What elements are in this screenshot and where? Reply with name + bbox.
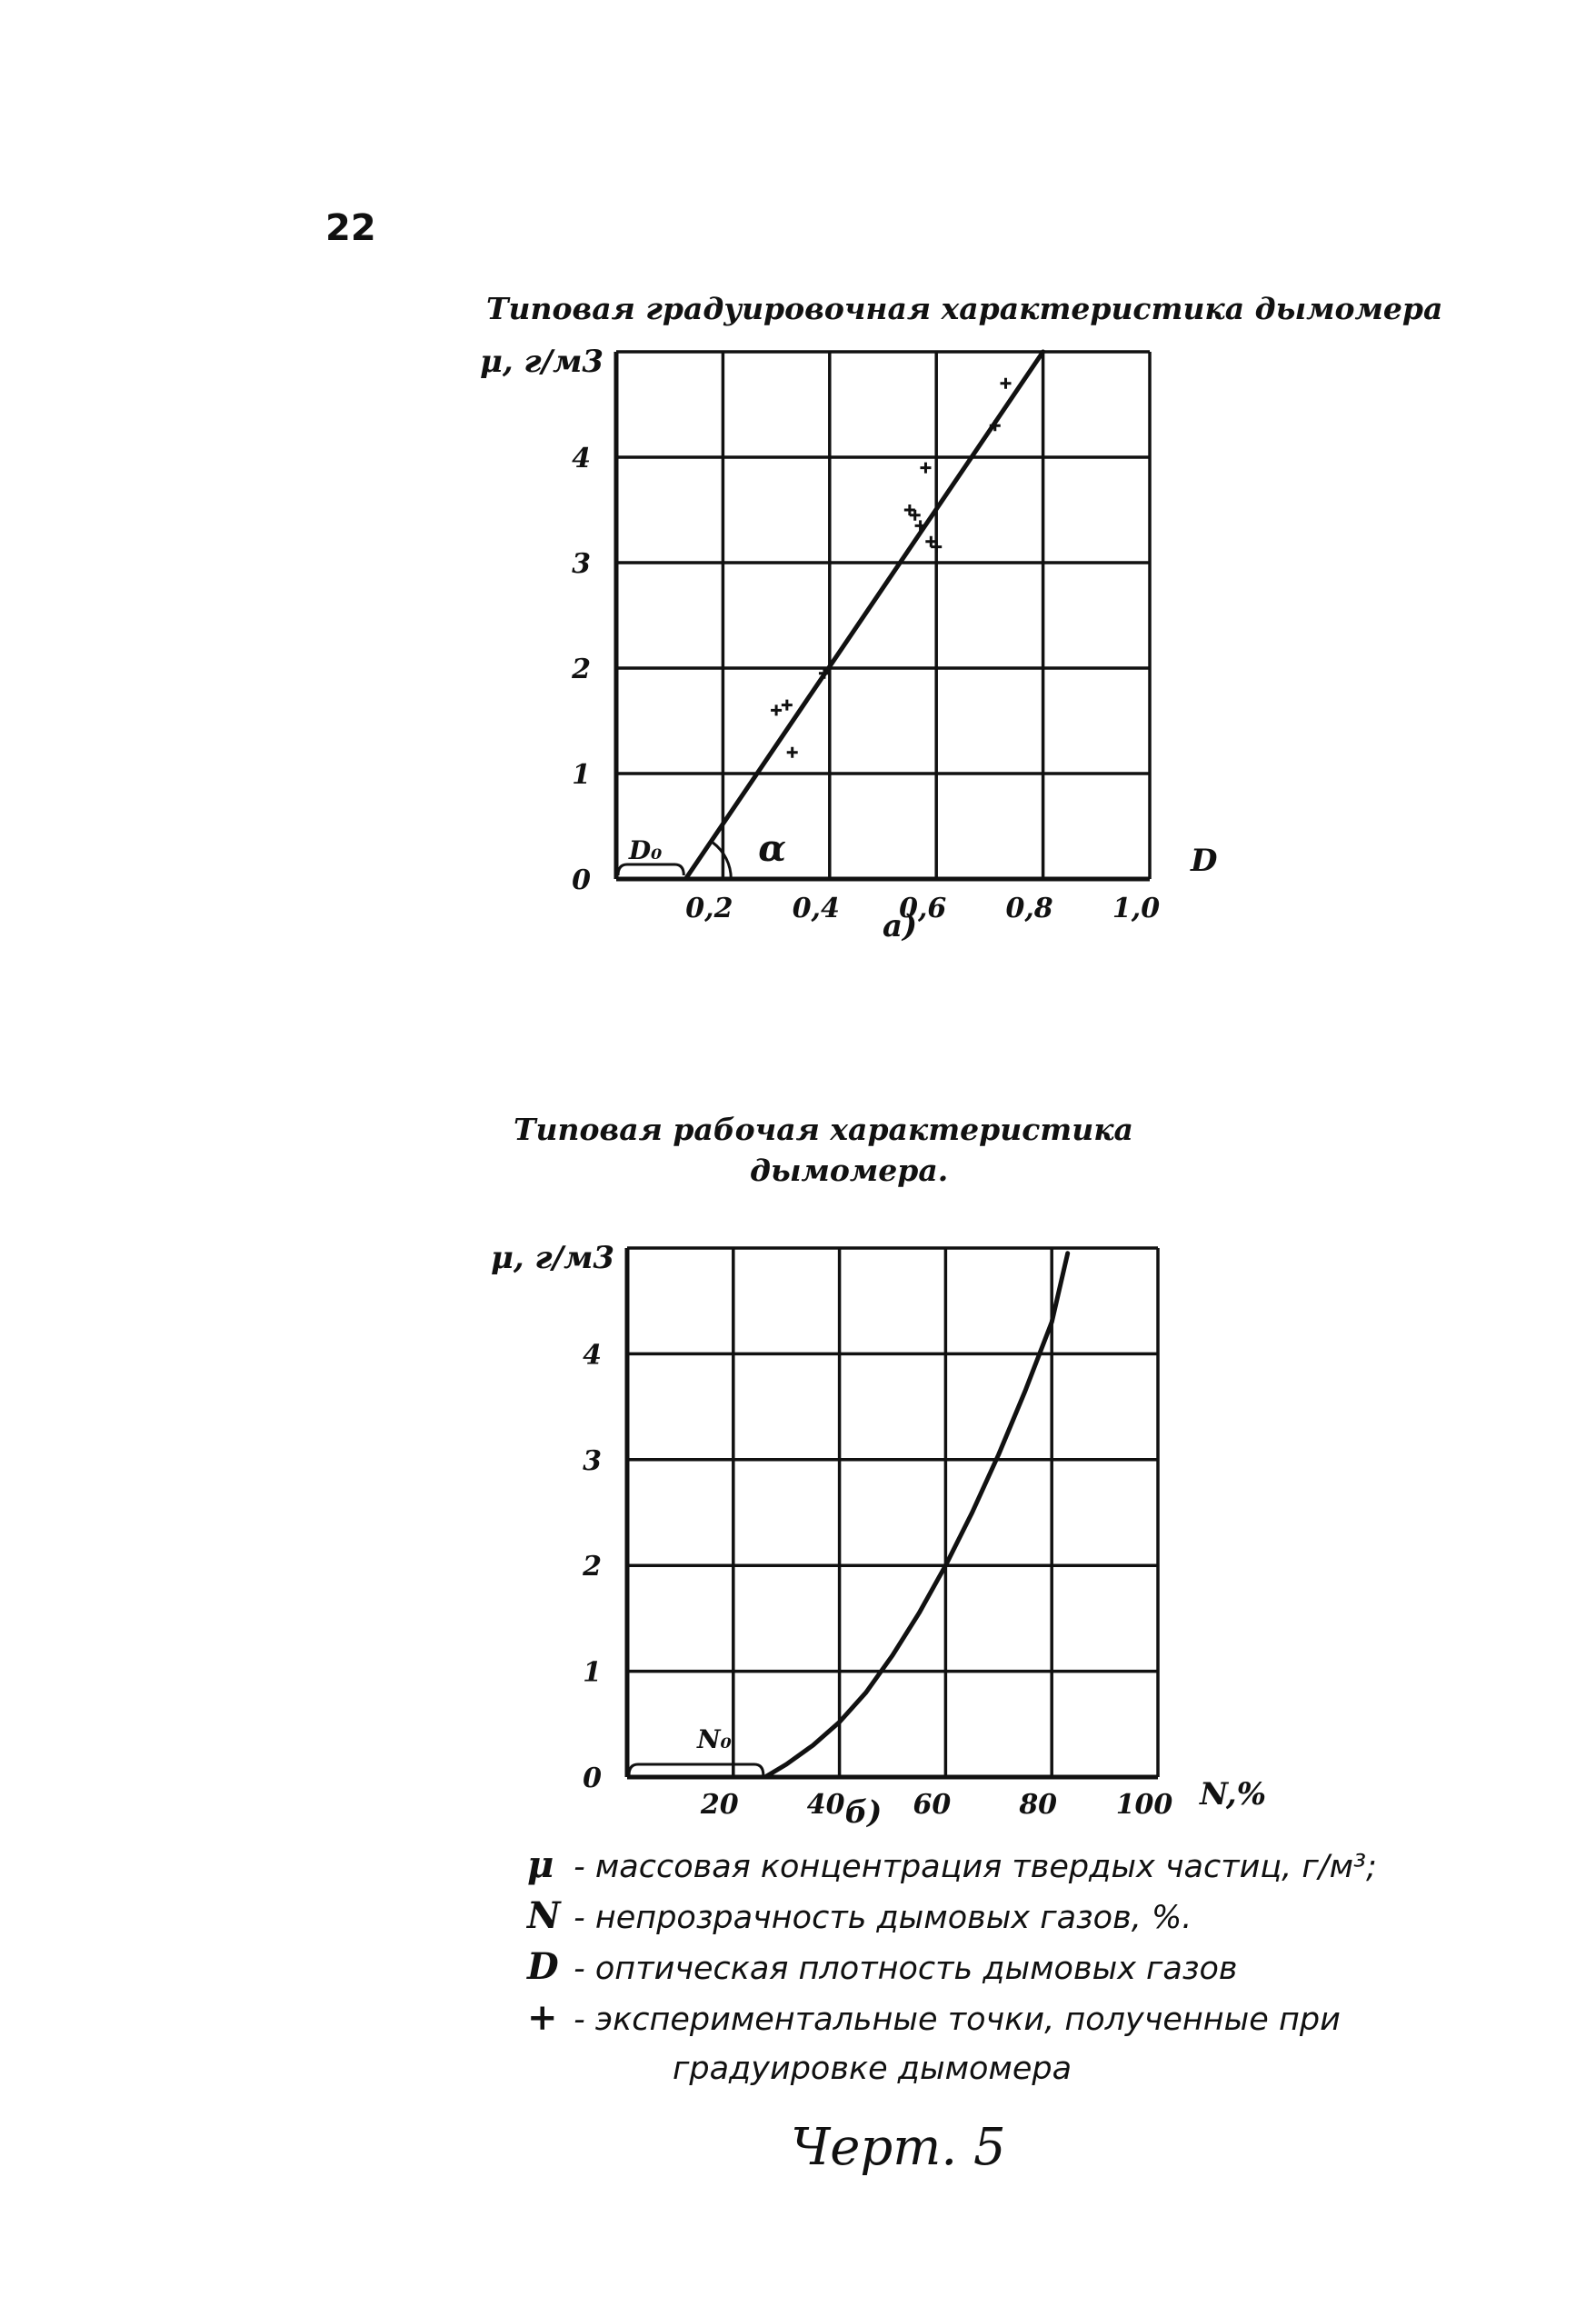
x-tick-label: 40: [806, 1789, 845, 1821]
legend: [527, 1841, 1377, 2093]
y-tick-label: 1: [572, 759, 591, 791]
series-line: [685, 352, 1042, 879]
data-point-plus: [782, 700, 793, 711]
x-tick-label: 100: [1115, 1789, 1173, 1821]
chart-b-title-line1: Типовая рабочая характеристика: [514, 1112, 1133, 1147]
x-tick-label: 0,4: [792, 893, 840, 924]
angle-label: α: [758, 827, 787, 870]
data-point-plus: [771, 704, 782, 715]
y-tick-label: 0: [572, 864, 591, 896]
data-point-plus: [904, 504, 915, 515]
legend-text: - экспериментальные точки, полученные при: [574, 2002, 1341, 2038]
y-tick-label: 1: [583, 1656, 602, 1689]
legend-text: - оптическая плотность дымовых газов: [574, 1951, 1238, 1987]
y-axis-label: μ, г/м3: [491, 1240, 615, 1276]
drawing-label: Черт. 5: [791, 2118, 1006, 2177]
y-tick-label: 4: [572, 443, 591, 474]
x-tick-label: 20: [700, 1789, 739, 1821]
legend-symbol: μ: [527, 1843, 554, 1886]
data-point-plus: [920, 463, 931, 474]
offset-label: N₀: [696, 1724, 732, 1754]
x-tick-label: 1,0: [1112, 893, 1161, 924]
chart-b-title-line2: дымомера.: [750, 1153, 949, 1188]
legend-text: - непрозрачность дымовых газов, %.: [574, 1900, 1192, 1936]
data-point-plus: [787, 747, 798, 758]
panel-label: а): [882, 908, 918, 944]
chart-a-title: Типовая градуировочная характеристика дымомера: [486, 291, 1443, 326]
legend-symbol: N: [527, 1894, 561, 1937]
page-number: 22: [325, 207, 376, 249]
legend-symbol: +: [527, 1996, 558, 2039]
x-tick-label: 0,6: [899, 893, 947, 924]
y-tick-label: 3: [572, 548, 591, 580]
chart-a: [480, 344, 1218, 944]
y-tick-label: 2: [583, 1551, 602, 1583]
x-tick-label: 80: [1019, 1789, 1058, 1821]
x-tick-label: 60: [913, 1789, 952, 1821]
x-axis-label: D: [1191, 843, 1218, 879]
y-tick-label: 2: [572, 654, 591, 685]
legend-row-mu: [527, 1841, 1377, 1892]
chart-b: [491, 1240, 1266, 1831]
legend-row-d: [527, 1942, 1377, 1993]
data-point-plus: [931, 542, 942, 553]
x-tick-label: 0,2: [685, 893, 733, 924]
legend-text: - массовая концентрация твердых частиц, г/м³;: [574, 1849, 1377, 1885]
legend-text: градуировке дымомера: [673, 2051, 1072, 2087]
data-point-plus: [910, 510, 921, 521]
y-tick-label: 0: [583, 1763, 602, 1794]
legend-symbol: D: [527, 1945, 559, 1988]
offset-bracket: [618, 864, 683, 875]
y-tick-label: 3: [583, 1444, 602, 1477]
x-axis-label: N,%: [1200, 1776, 1267, 1813]
offset-label: D₀: [628, 835, 663, 865]
legend-row-n: [527, 1892, 1377, 1942]
panel-label: б): [844, 1794, 883, 1831]
y-tick-label: 4: [583, 1339, 602, 1372]
x-tick-label: 0,8: [1005, 893, 1053, 924]
legend-row-plus: [527, 1993, 1377, 2044]
y-axis-label: μ, г/м3: [480, 344, 604, 380]
data-point-plus: [1001, 378, 1012, 389]
offset-bracket: [629, 1764, 763, 1775]
legend-row-cont: [527, 2044, 1377, 2093]
series-line: [765, 1253, 1068, 1777]
